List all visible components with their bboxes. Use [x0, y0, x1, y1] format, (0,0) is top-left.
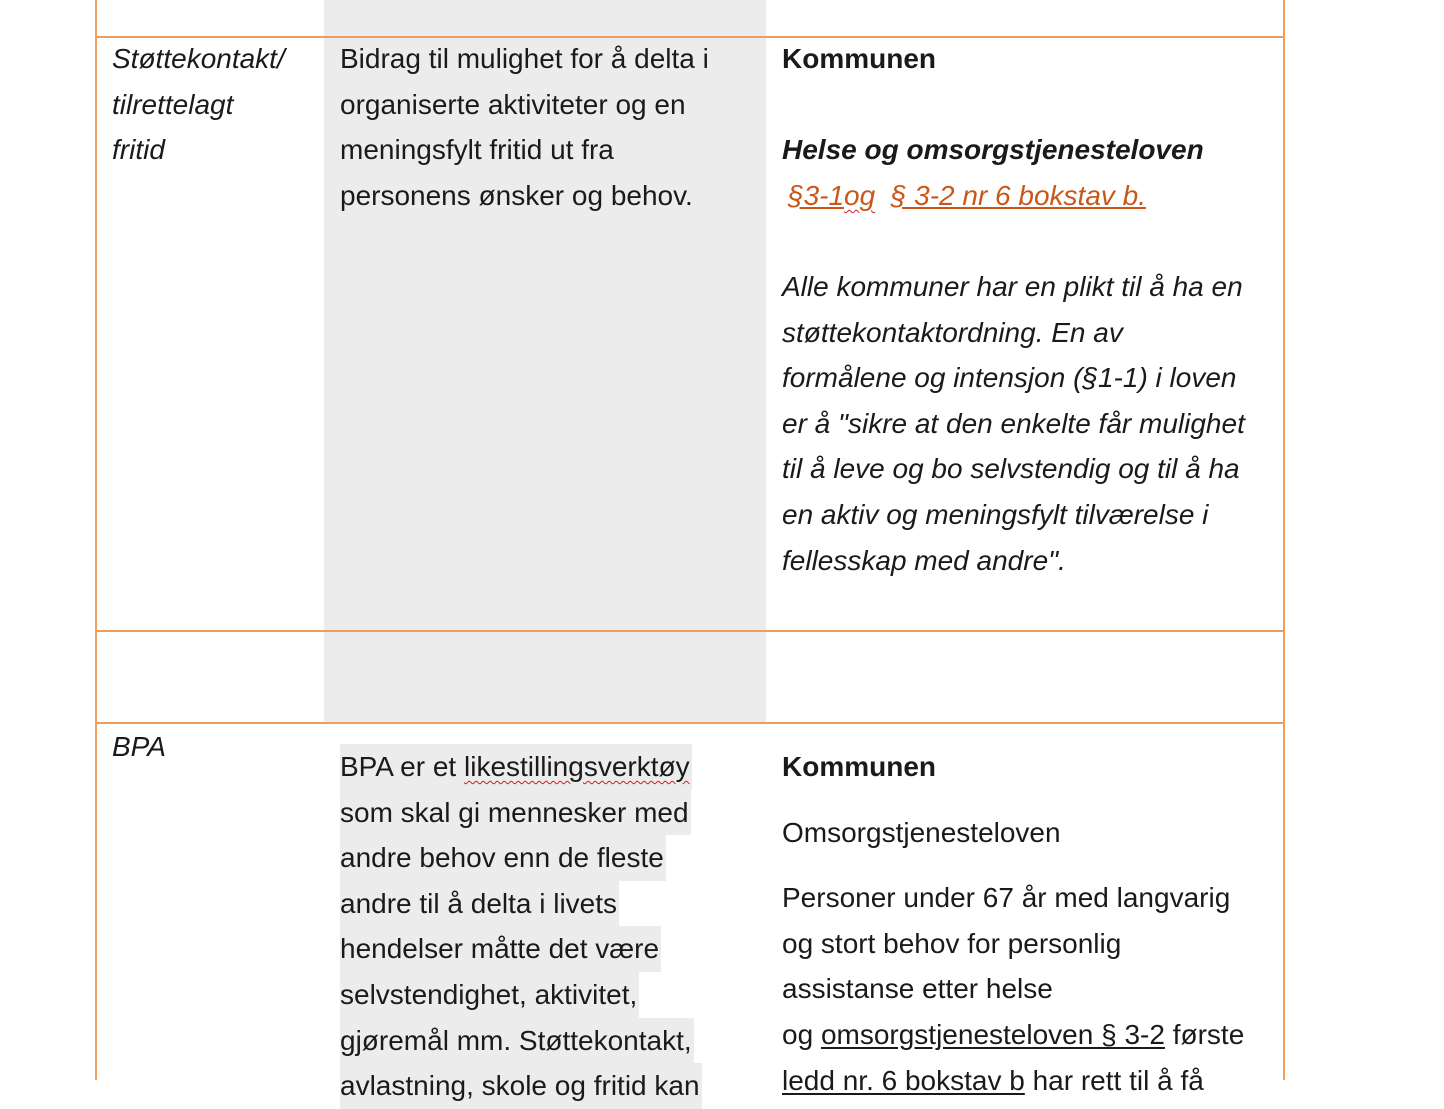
legal-basis-support — [782, 36, 1272, 583]
bpa-line-text — [340, 744, 692, 790]
bpa-line-text: avlastning, skole og fritid kan — [340, 1063, 702, 1109]
para-line — [782, 1012, 1272, 1058]
bpa-line-text: hendelser måtte det være — [340, 926, 661, 972]
responsible-label: Kommunen — [782, 43, 936, 74]
para-helse: helse — [985, 973, 1053, 1005]
spacer — [782, 82, 1272, 128]
bpa-line-0 — [340, 744, 750, 790]
service-line: fritid — [112, 134, 165, 166]
service-line: tilrettelagt — [112, 88, 234, 120]
para-line: og stort behov for personlig — [782, 927, 1122, 959]
note-line: fellesskap med andre". — [782, 544, 1066, 576]
para-line — [782, 1058, 1272, 1104]
shade-top — [324, 0, 766, 36]
law-link-og[interactable]: og — [844, 179, 876, 211]
service-name-bpa — [112, 724, 317, 770]
para-og: og — [782, 1018, 821, 1050]
row-border-2 — [95, 630, 1285, 632]
law-link-omsorgstjenesteloven[interactable]: omsorgstjenesteloven § 3-2 — [820, 1018, 1165, 1050]
spacer — [782, 855, 1272, 875]
table-border-right — [1283, 0, 1285, 1080]
bpa-line-1 — [340, 790, 750, 836]
law-link-bokstav-b[interactable]: ledd nr. 6 bokstav b — [782, 1064, 1025, 1096]
description-line: Bidrag til mulighet for å delta i — [340, 43, 709, 74]
bpa-squiggle-word: likestillingsverktøy — [464, 751, 690, 782]
bpa-line-3 — [340, 881, 750, 927]
law-references — [782, 173, 1272, 219]
bpa-line-6 — [340, 1018, 750, 1064]
law-link-3-1[interactable]: §3-1 — [788, 179, 845, 211]
description-line: organiserte aktiviteter og en — [340, 88, 686, 120]
description-line: personens ønsker og behov. — [340, 179, 693, 211]
spacer — [782, 790, 1272, 810]
para-line — [782, 966, 1272, 1012]
para-last: har rett til å få — [1024, 1064, 1204, 1096]
law-link-3-2[interactable]: § 3-2 nr 6 bokstav b. — [890, 179, 1147, 211]
law-title: Omsorgstjenesteloven — [782, 816, 1061, 848]
bpa-line-text: andre til å delta i livets — [340, 881, 619, 927]
service-name-support — [112, 36, 317, 173]
spacer — [782, 218, 1272, 264]
bpa-line-7 — [340, 1063, 750, 1109]
note-line: er å "sikre at den enkelte får mulighet — [782, 407, 1245, 439]
note-line: Alle kommuner har en plikt til å ha en — [782, 270, 1243, 302]
note-line: formålene og intensjon (§1-1) i loven — [782, 362, 1237, 394]
para-after-link: første — [1164, 1018, 1245, 1050]
bpa-line-2 — [340, 835, 750, 881]
note-line: til å leve og bo selvstendig og til å ha — [782, 453, 1240, 485]
para-line: Personer under 67 år med langvarig — [782, 882, 1231, 914]
service-line: BPA — [112, 731, 166, 762]
shade-row-empty — [324, 632, 766, 723]
responsible-label: Kommunen — [782, 751, 936, 782]
bpa-line-text: andre behov enn de fleste — [340, 835, 666, 881]
service-line: Støttekontakt/ — [112, 43, 285, 74]
law-title: Helse og omsorgstjenesteloven — [782, 134, 1204, 166]
bpa-line-5 — [340, 972, 750, 1018]
service-description-bpa — [340, 744, 750, 1102]
bpa-text-part: BPA er et — [340, 751, 464, 782]
bpa-line-4 — [340, 926, 750, 972]
bpa-line-text: som skal gi mennesker med — [340, 790, 691, 836]
bpa-line-text: gjøremål mm. Støttekontakt, — [340, 1018, 694, 1064]
service-description-support — [340, 36, 750, 218]
note-line: støttekontaktordning. En av — [782, 316, 1123, 348]
bpa-line-text: selvstendighet, aktivitet, — [340, 972, 639, 1018]
para-text: assistanse etter — [782, 973, 986, 1005]
description-line: meningsfylt fritid ut fra — [340, 134, 614, 166]
legal-basis-bpa — [782, 744, 1272, 1103]
note-line: en aktiv og meningsfylt tilværelse i — [782, 498, 1209, 530]
table-border-left — [95, 0, 97, 1080]
